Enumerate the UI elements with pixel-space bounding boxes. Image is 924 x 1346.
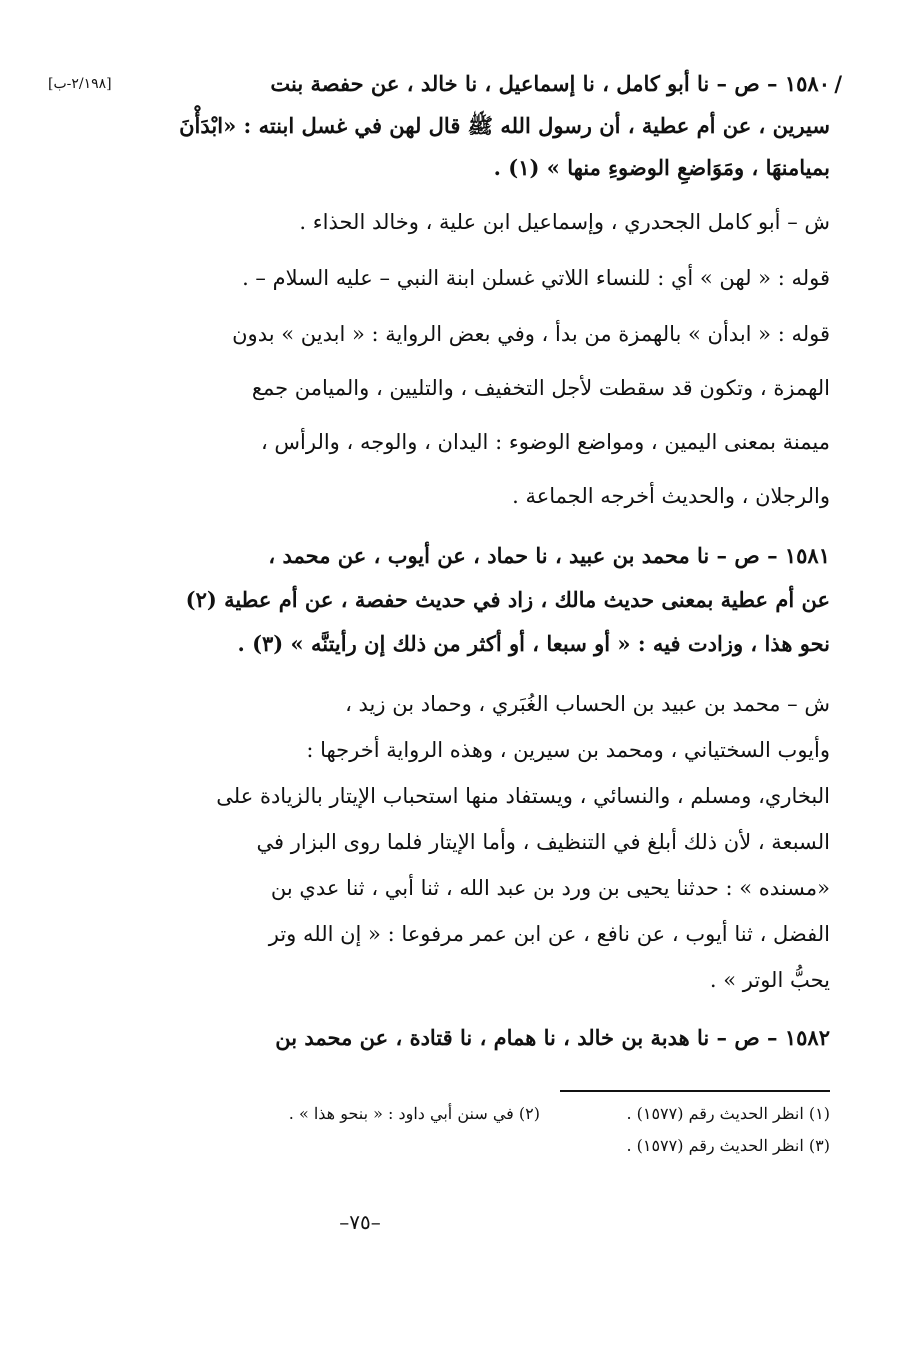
sharh-line: الهمزة ، وتكون قد سقطت لأجل التخفيف ، والتليين ، والميامن جمع	[251, 376, 830, 400]
hadith-line: نحو هذا ، وزادت فيه : « أو سبعا ، أو أكثر من ذلك إن رأيتنَّه » (٣) .	[237, 631, 830, 656]
page-number: –٧٥–	[339, 1210, 381, 1234]
hadith-line: عن أم عطية بمعنى حديث مالك ، زاد في حديث حفصة ، عن أم عطية (٢)	[185, 587, 830, 612]
sharh-line: يحبُّ الوتر » .	[709, 968, 830, 992]
manuscript-folio-ref: [٢/١٩٨-ب]	[48, 76, 112, 92]
sharh-line: ش – أبو كامل الجحدري ، وإسماعيل ابن علية ، وخالد الحذاء .	[299, 210, 830, 234]
hadith-line: بميامنهَا ، ومَوَاضعِ الوضوءِ منها » (١) .	[493, 155, 830, 180]
footnote-2: (٢) في سنن أبي داود : « بنحو هذا » .	[288, 1104, 540, 1123]
hadith-1580	[48, 70, 842, 182]
hadith-text: ١٥٨٠ – ص – نا أبو كامل ، نا إسماعيل ، نا خالد ، عن حفصة بنت	[270, 71, 830, 96]
hadith-line	[48, 70, 842, 98]
hadith-1582-line: ١٥٨٢ – ص – نا هدبة بن خالد ، نا همام ، نا قتادة ، عن محمد بن	[275, 1025, 830, 1050]
sharh-line: السبعة ، لأن ذلك أبلغ في التنظيف ، وأما الإيتار فلما روى البزار في	[256, 830, 830, 854]
page-body	[48, 70, 842, 1320]
sharh-line: البخاري، ومسلم ، والنسائي ، ويستفاد منها استحباب الإيتار بالزيادة على	[216, 784, 830, 808]
sharh-line: الفضل ، ثنا أيوب ، عن نافع ، عن ابن عمر مرفوعا : « إن الله وتر	[268, 922, 830, 946]
sharh-line: وأيوب السختياني ، ومحمد بن سيرين ، وهذه الرواية أخرجها :	[306, 738, 830, 762]
sharh-line: والرجلان ، والحديث أخرجه الجماعة .	[512, 484, 830, 508]
sharh-line: ش – محمد بن عبيد بن الحساب الغُبَري ، وحماد بن زيد ،	[345, 692, 830, 716]
sharh-line: «مسنده » : حدثنا يحيى بن ورد بن عبد الله ، ثنا أبي ، ثنا عدي بن	[270, 876, 830, 900]
sharh-paragraph	[130, 320, 830, 510]
hadith-line: سيرين ، عن أم عطية ، أن رسول الله ﷺ قال لهن في غسل ابنته : «ابْدَأْنَ	[179, 113, 830, 138]
hadith-line: ١٥٨١ – ص – نا محمد بن عبيد ، نا حماد ، عن أيوب ، عن محمد ،	[268, 543, 830, 568]
footnote-3: (٣) انظر الحديث رقم (١٥٧٧) .	[626, 1136, 830, 1155]
sharh-line: ميمنة بمعنى اليمين ، ومواضع الوضوء : اليدان ، والوجه ، والرأس ،	[260, 430, 830, 454]
slash-mark: /	[834, 71, 842, 96]
footnote-separator	[560, 1090, 830, 1092]
sharh-line: قوله : « ابدأن » بالهمزة من بدأ ، وفي بعض الرواية : « ابدين » بدون	[232, 322, 830, 346]
sharh-1581	[130, 690, 830, 994]
footnote-1: (١) انظر الحديث رقم (١٥٧٧) .	[626, 1104, 830, 1123]
sharh-line: قوله : « لهن » أي : للنساء اللاتي غسلن ابنة النبي – عليه السلام – .	[242, 266, 830, 290]
footnote-row	[130, 1102, 830, 1126]
hadith-1581	[130, 542, 830, 658]
